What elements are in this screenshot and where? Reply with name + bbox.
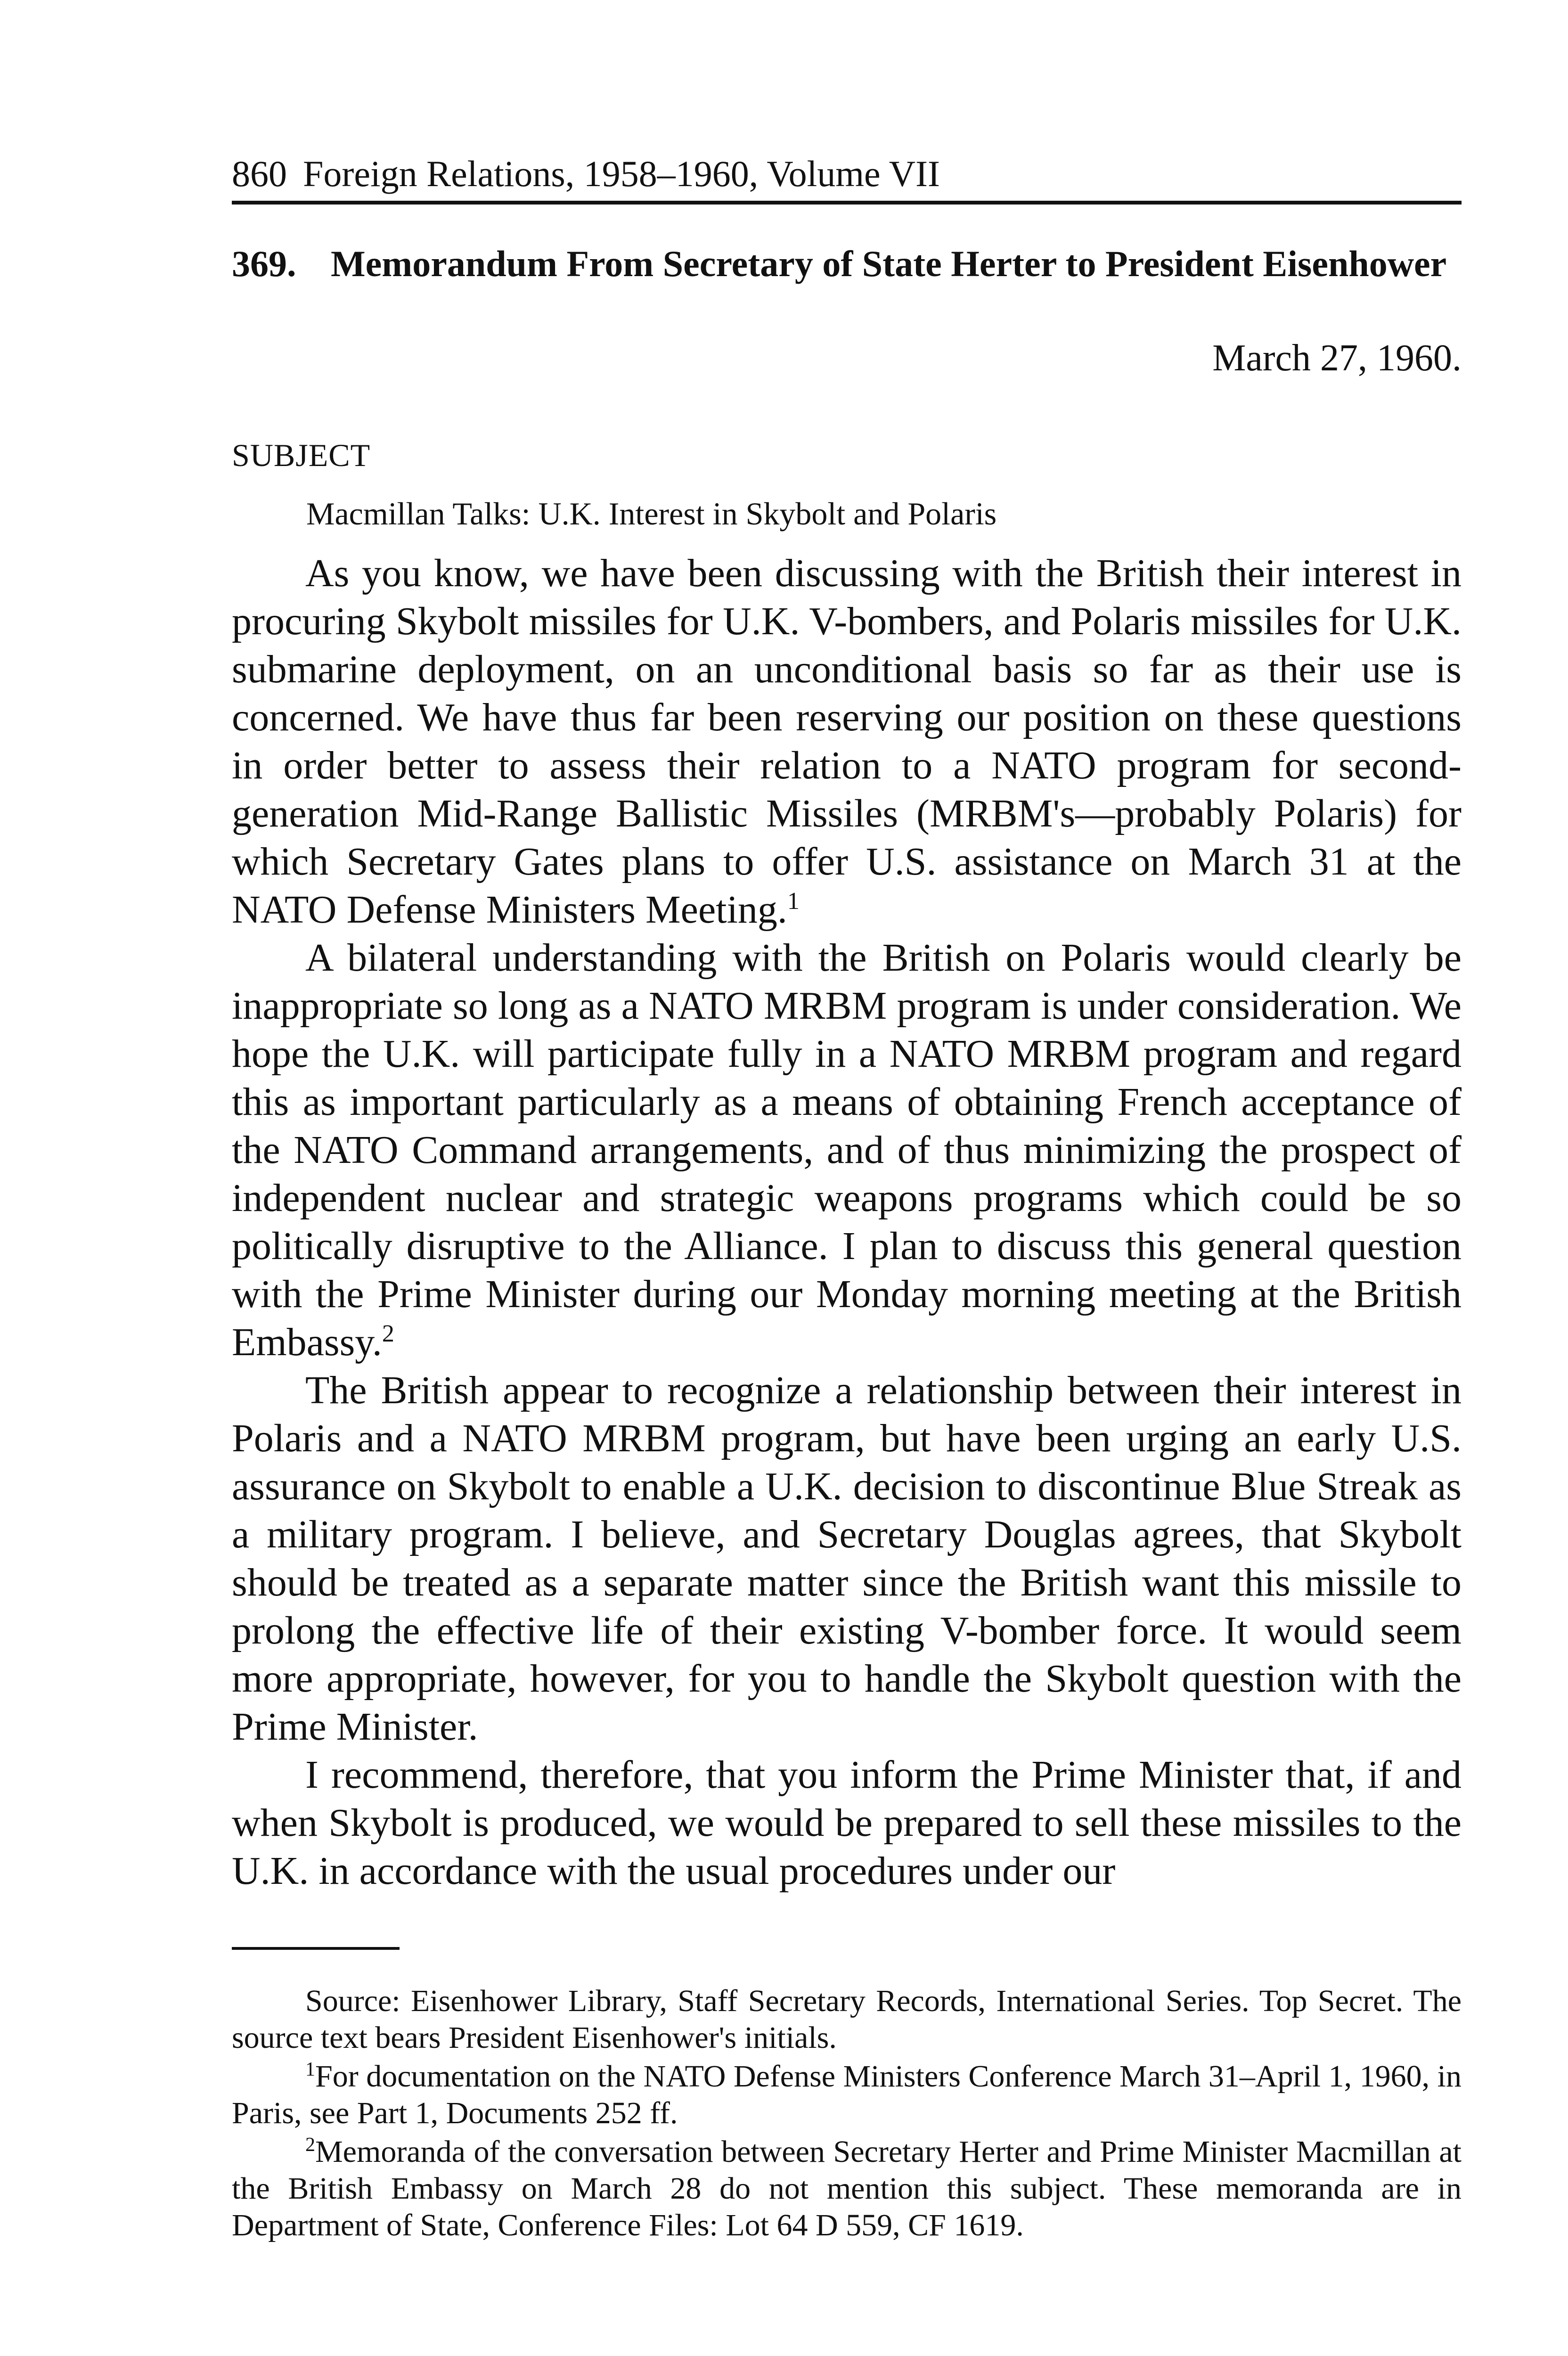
paragraph-text: A bilateral understanding with the British on Polaris would clearly be inappropriate so long as a NATO MRBM program is under consideration. We hope the U.K. will participate fully in a NATO MRBM program and regard this as important particularly as a means of obtaining French acceptance of the NATO Command arrangements, and of thus minimizing the prospect of independent nuclear and strategic weapons programs which could be so politically disruptive to the Alliance. I plan to discuss this general question with the Prime Minister during our Monday morning meeting at the British Embassy. [232,936,1462,1364]
subject-label: SUBJECT [232,437,371,473]
document-date: March 27, 1960. [1212,337,1462,379]
footnote-text: Memoranda of the conversation between Secretary Herter and Prime Minister Macmillan at the British Embassy on March 28 do not mention this subject. These memoranda are in Department of State, Conference Files: Lot 64 D 559, CF 1619. [232,2135,1462,2242]
page-number: 860 [232,153,287,194]
footnotes [232,1983,1462,2244]
footnote-reference: 1 [787,888,800,915]
footnote [232,2058,1462,2132]
running-header [232,155,1462,205]
document-page [232,155,1462,2246]
subject-text: Macmillan Talks: U.K. Interest in Skybolt and Polaris [306,496,997,532]
body-paragraph [232,1366,1462,1751]
document-heading [232,241,1462,286]
body-paragraph [232,934,1462,1366]
paragraph-text: As you know, we have been discussing with the British their interest in procuring Skybolt missiles for U.K. V-bombers, and Polaris missiles for U.K. submarine deployment, on an unconditional basis so far as their use is concerned. We have thus far been reserving our position on these questions in order better to assess their relation to a NATO program for second-generation Mid-Range Ballistic Missiles (MRBM's—probably Polaris) for which Secretary Gates plans to offer U.S. assistance on March 31 at the NATO Defense Ministers Meeting. [232,551,1462,932]
footnote-reference: 2 [382,1320,394,1347]
document-title: Memorandum From Secretary of State Herter to President Eisenhower [331,243,1447,284]
paragraph-text: The British appear to recognize a relationship between their interest in Polaris and a NATO MRBM program, but have been urging an early U.S. assurance on Skybolt to enable a U.K. decision to discontinue Blue Streak as a military program. I believe, and Secretary Douglas agrees, that Skybolt should be treated as a separate matter since the British want this missile to prolong the effective life of their existing V-bomber force. It would seem more appropriate, however, for you to handle the Skybolt question with the Prime Minister. [232,1368,1462,1749]
memo-body [232,549,1462,1895]
footnote-marker: 2 [305,2134,315,2156]
paragraph-text: I recommend, therefore, that you inform the Prime Minister that, if and when Skybolt is produced, we would be prepared to sell these missiles to the U.K. in accordance with the usual procedures under our [232,1753,1462,1893]
body-paragraph [232,549,1462,934]
footnote-divider [232,1947,400,1950]
document-number: 369. [232,243,296,284]
footnote [232,2134,1462,2244]
body-paragraph [232,1751,1462,1895]
footnote-text: For documentation on the NATO Defense Ministers Conference March 31–April 1, 1960, in Paris, see Part 1, Documents 252 ff. [232,2059,1462,2130]
source-note: Source: Eisenhower Library, Staff Secretary Records, International Series. Top Secret. The source text bears President Eisenhower's initials. [232,1984,1462,2055]
series-title: Foreign Relations, 1958–1960, Volume VII [303,153,940,194]
footnote-marker: 1 [305,2059,315,2080]
